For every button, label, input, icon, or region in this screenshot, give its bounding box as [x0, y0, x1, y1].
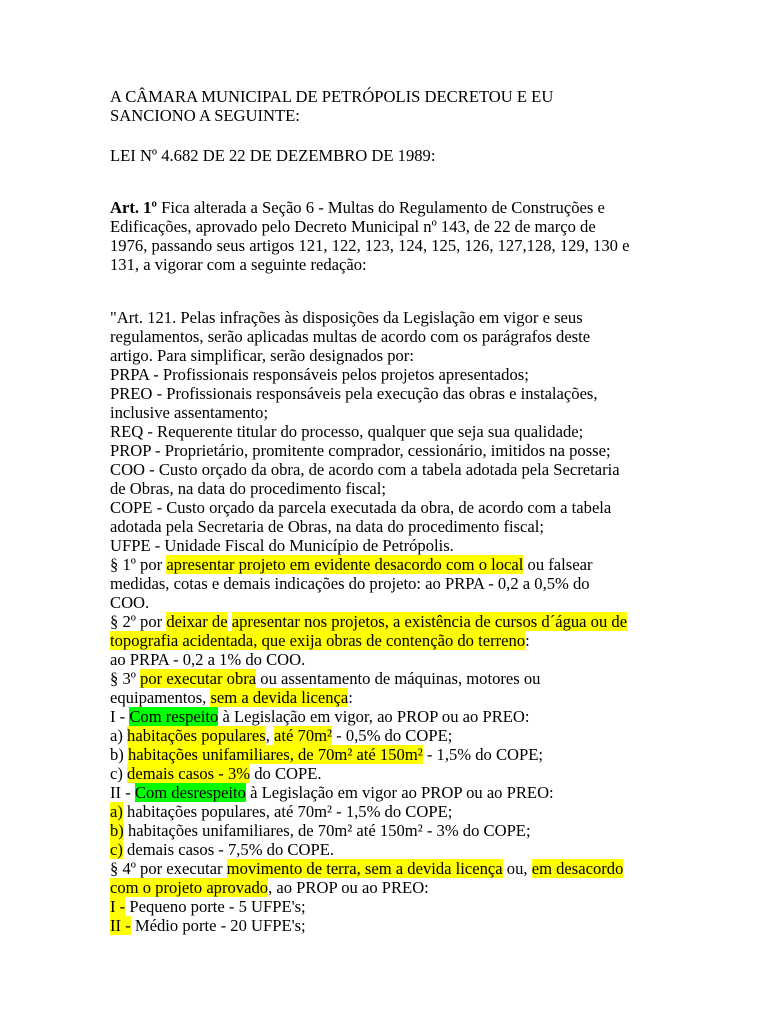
highlight-yellow: II -: [110, 916, 131, 935]
item-ii-b: b) habitações unifamiliares, de 70m² até 150m² - 3% do COPE;: [110, 821, 531, 840]
highlight-yellow: até 70m²: [274, 726, 333, 745]
item-ii-com-desrespeito: II - Com desrespeito à Legislação em vigor ao PROP ou ao PREO:: [110, 783, 554, 802]
definition-preo: PREO - Profissionais responsáveis pela execução das obras e instalações,: [110, 384, 598, 403]
highlight-yellow: habitações unifamiliares, de 70m² até 150m²: [127, 745, 423, 764]
item-i-b: b) habitações unifamiliares, de 70m² até 150m² - 1,5% do COPE;: [110, 745, 544, 764]
highlight-yellow: apresentar projeto em evidente desacordo com o local: [166, 555, 524, 574]
definition-coo: COO - Custo orçado da obra, de acordo com a tabela adotada pela Secretaria: [110, 460, 620, 479]
highlight-yellow: b): [110, 821, 124, 840]
paragraph-2-line-2: topografia acidentada, que exija obras de contenção do terreno:: [110, 631, 530, 650]
item-i-c: c) demais casos - 3% do COPE.: [110, 764, 322, 783]
highlight-yellow: c): [110, 840, 123, 859]
art1-line-4: 131, a vigorar com a seguinte redação:: [110, 255, 367, 274]
definition-ufpe: UFPE - Unidade Fiscal do Município de Petrópolis.: [110, 536, 454, 555]
paragraph-1-line-2: medidas, cotas e demais indicações do projeto: ao PRPA - 0,2 a 0,5% do: [110, 574, 590, 593]
item-ii-c: c) demais casos - 7,5% do COPE.: [110, 840, 334, 859]
highlight-yellow: movimento de terra, sem a devida licença: [226, 859, 503, 878]
paragraph-1-line-1: § 1º por apresentar projeto em evidente desacordo com o local ou falsear: [110, 555, 593, 574]
paragraph-4-line-2: com o projeto aprovado, ao PROP ou ao PREO:: [110, 878, 429, 897]
highlight-yellow: em desacordo: [531, 859, 624, 878]
paragraph-1-line-3: COO.: [110, 593, 150, 612]
art1-line-2: Edificações, aprovado pelo Decreto Municipal nº 143, de 22 de março de: [110, 217, 596, 236]
highlight-yellow: apresentar nos projetos, a existência de cursos d´água ou de: [231, 612, 628, 631]
art121-line-3: artigo. Para simplificar, serão designados por:: [110, 346, 414, 365]
highlight-yellow: demais casos - 3%: [127, 764, 251, 783]
header-line-1: A CÂMARA MUNICIPAL DE PETRÓPOLIS DECRETOU E EU: [110, 87, 554, 106]
definition-prop: PROP - Proprietário, promitente comprador, cessionário, imitidos na posse;: [110, 441, 611, 460]
highlight-green: Com desrespeito: [134, 783, 246, 802]
highlight-yellow: a): [110, 802, 123, 821]
highlight-yellow: por executar obra: [140, 669, 257, 688]
art1-label: Art. 1º: [110, 198, 157, 217]
definition-preo-cont: inclusive assentamento;: [110, 403, 269, 422]
item-i-com-respeito: I - Com respeito à Legislação em vigor, ao PROP ou ao PREO:: [110, 707, 530, 726]
item-medio-porte: II - Médio porte - 20 UFPE's;: [110, 916, 306, 935]
definition-req: REQ - Requerente titular do processo, qualquer que seja sua qualidade;: [110, 422, 584, 441]
art1-line-1: Art. 1º Fica alterada a Seção 6 - Multas do Regulamento de Construções e: [110, 198, 605, 217]
paragraph-3-line-2: equipamentos, sem a devida licença:: [110, 688, 353, 707]
highlight-yellow: com o projeto aprovado: [110, 878, 269, 897]
highlight-yellow: I -: [110, 897, 126, 916]
highlight-yellow: topografia acidentada, que exija obras de contenção do terreno: [110, 631, 526, 650]
paragraph-2-line-3: ao PRPA - 0,2 a 1% do COO.: [110, 650, 306, 669]
art121-line-1: "Art. 121. Pelas infrações às disposições da Legislação em vigor e seus: [110, 308, 583, 327]
art121-line-2: regulamentos, serão aplicadas multas de acordo com os parágrafos deste: [110, 327, 591, 346]
paragraph-2-line-1: § 2º por deixar de apresentar nos projetos, a existência de cursos d´água ou de: [110, 612, 628, 631]
highlight-yellow: deixar de: [166, 612, 228, 631]
art1-line-3: 1976, passando seus artigos 121, 122, 123, 124, 125, 126, 127,128, 129, 130 e: [110, 236, 630, 255]
highlight-yellow: sem a devida licença: [210, 688, 349, 707]
paragraph-3-line-1: § 3º por executar obra ou assentamento de máquinas, motores ou: [110, 669, 541, 688]
item-ii-a: a) habitações populares, até 70m² - 1,5% do COPE;: [110, 802, 453, 821]
definition-cope-cont: adotada pela Secretaria de Obras, na data do procedimento fiscal;: [110, 517, 545, 536]
highlight-green: Com respeito: [129, 707, 219, 726]
item-i-a: a) habitações populares, até 70m² - 0,5% do COPE;: [110, 726, 453, 745]
paragraph-4-line-1: § 4º por executar movimento de terra, sem a devida licença ou, em desacordo: [110, 859, 624, 878]
header-line-2: SANCIONO A SEGUINTE:: [110, 106, 300, 125]
highlight-yellow: habitações populares: [127, 726, 266, 745]
definition-cope: COPE - Custo orçado da parcela executada da obra, de acordo com a tabela: [110, 498, 612, 517]
item-pequeno-porte: I - Pequeno porte - 5 UFPE's;: [110, 897, 306, 916]
definition-coo-cont: de Obras, na data do procedimento fiscal;: [110, 479, 387, 498]
law-title: LEI Nº 4.682 DE 22 DE DEZEMBRO DE 1989:: [110, 146, 436, 165]
definition-prpa: PRPA - Profissionais responsáveis pelos projetos apresentados;: [110, 365, 529, 384]
